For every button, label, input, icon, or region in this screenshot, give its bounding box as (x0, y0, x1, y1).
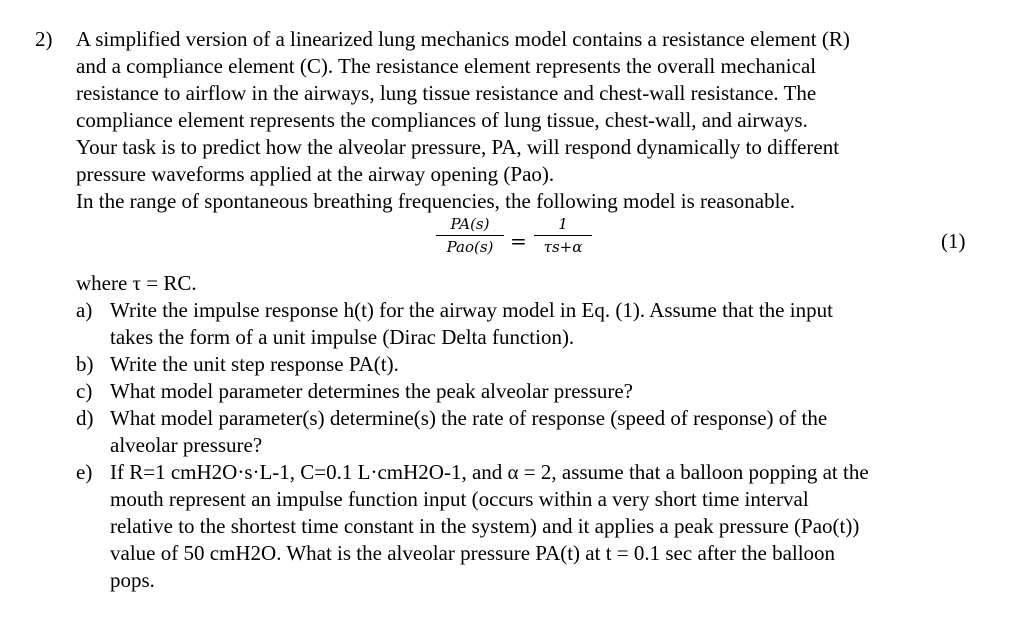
intro-line: A simplified version of a linearized lung mechanics model contains a resistance element (R) (76, 27, 850, 51)
intro-line: In the range of spontaneous breathing frequencies, the following model is reasonable. (76, 189, 796, 213)
transfer-function-equation (0, 214, 1024, 274)
subquestion-line: mouth represent an impulse function input (occurs within a very short time interval (110, 487, 809, 511)
lhs-fraction (436, 214, 504, 257)
subquestion-b (76, 351, 976, 378)
intro-line: pressure waveforms applied at the airway opening (Pao). (76, 162, 555, 186)
lhs-numerator: PA(s) (450, 215, 490, 233)
question-number: 2) (35, 27, 53, 51)
subquestion-d (76, 405, 976, 459)
subquestion-line: relative to the shortest time constant in the system) and it applies a peak pressure (Pao(t)) (110, 514, 860, 538)
subquestion-line: alveolar pressure? (110, 433, 263, 457)
rhs-denominator: τs+α (543, 238, 583, 256)
subquestion-label: d) (76, 406, 94, 430)
rhs-fraction (534, 214, 592, 257)
subquestion-line: pops. (110, 568, 155, 592)
intro-line: and a compliance element (C). The resistance element represents the overall mechanical (76, 54, 817, 78)
rhs-numerator: 1 (558, 215, 568, 233)
lhs-denominator: Pao(s) (446, 238, 494, 256)
subquestion-label: b) (76, 352, 94, 376)
subquestion-line: value of 50 cmH2O. What is the alveolar pressure PA(t) at t = 0.1 sec after the balloon (110, 541, 836, 565)
subquestion-label: e) (76, 460, 93, 484)
subquestion-line: Write the impulse response h(t) for the airway model in Eq. (1). Assume that the input (110, 298, 833, 322)
subquestion-line: takes the form of a unit impulse (Dirac Delta function). (110, 325, 575, 349)
subquestion-e (76, 459, 976, 594)
intro-line: compliance element represents the compliances of lung tissue, chest-wall, and airways. (76, 108, 808, 132)
subquestion-line: What model parameter determines the peak alveolar pressure? (110, 379, 634, 403)
subquestion-line: If R=1 cmH2O·s·L-1, C=0.1 L·cmH2O-1, and α = 2, assume that a balloon popping at the (110, 460, 869, 484)
subquestion-label: c) (76, 379, 93, 403)
subquestion-label: a) (76, 298, 93, 322)
equation-number: (1) (941, 229, 966, 253)
subquestion-c (76, 378, 976, 405)
intro-line: resistance to airflow in the airways, lung tissue resistance and chest-wall resistance. The (76, 81, 817, 105)
subquestion-list (76, 297, 976, 594)
intro-line: Your task is to predict how the alveolar pressure, PA, will respond dynamically to different (76, 135, 840, 159)
subquestion-a (76, 297, 976, 351)
question-intro (76, 26, 976, 215)
equals-sign: = (510, 229, 527, 253)
fraction-bar (436, 235, 504, 236)
where-clause: where τ = RC. (76, 271, 197, 295)
subquestion-line: What model parameter(s) determine(s) the rate of response (speed of response) of the (110, 406, 828, 430)
fraction-bar (534, 235, 592, 236)
subquestion-line: Write the unit step response PA(t). (110, 352, 399, 376)
